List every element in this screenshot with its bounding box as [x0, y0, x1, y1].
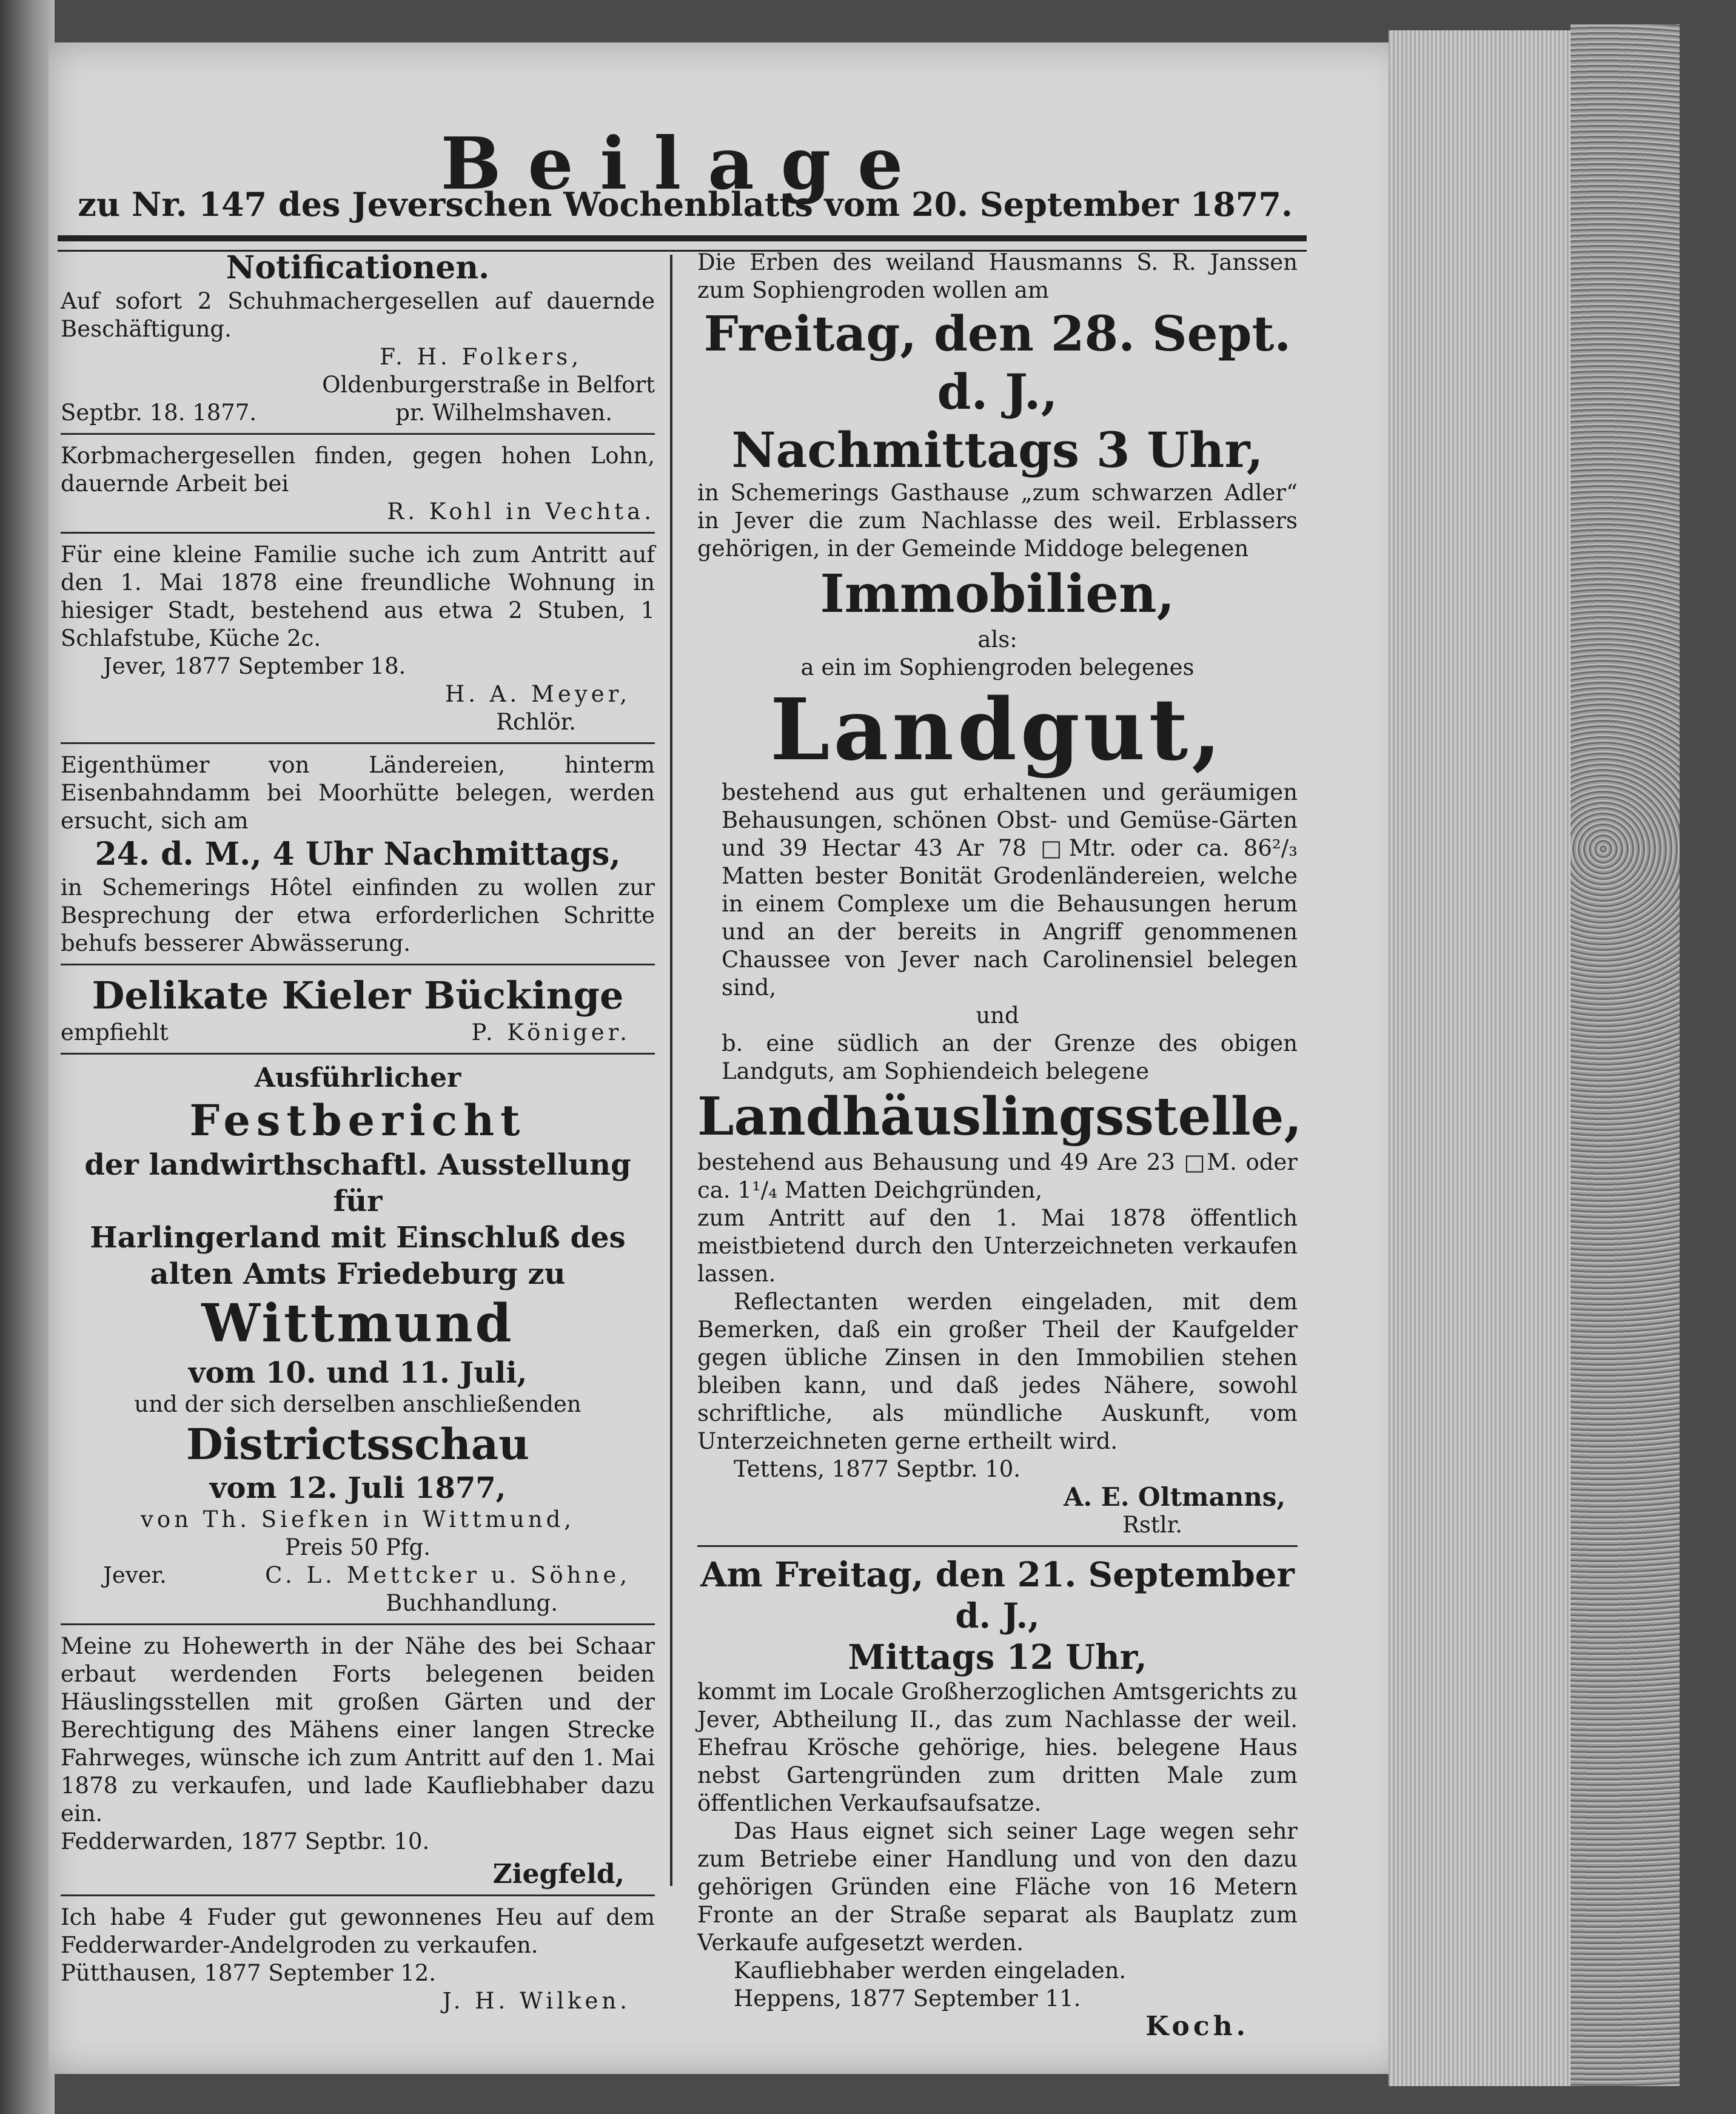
auction-als: als:: [977, 626, 1017, 653]
ad-address: Oldenburgerstraße in Belfort: [322, 372, 655, 398]
ad-hohewerth: [61, 1632, 655, 1888]
ad-signature-title: Buchhandlung.: [386, 1590, 558, 1616]
auction-landh-desc: bestehend aus Behausung und 49 Are 23 □M. oder ca. 1¹/₄ Matten Deichgründen,: [697, 1149, 1298, 1203]
auction-house: [697, 1554, 1298, 2041]
ad-signature: Ziegfeld,: [492, 1859, 625, 1890]
auction-place: in Schemerings Gasthause „zum schwarzen Adler“ in Jever die zum Nachlasse des weil. Erblassers gehörigen, in der Gemeinde Middoge belegenen: [697, 480, 1298, 562]
ad-text: in Schemerings Hôtel einfinden zu wollen zur Besprechung der etwa erforderlichen Schritte behufs besserer Abwässerung.: [61, 874, 655, 956]
ad-line: Ausführlicher: [254, 1062, 461, 1093]
auction-signature: Koch.: [1145, 2011, 1249, 2042]
ad-line: Harlingerland mit Einschluß des: [90, 1221, 626, 1255]
ad-text: Meine zu Hohewerth in der Nähe des bei Schaar erbaut werdenden Forts belegenen beiden Häuslingsstellen mit großen Gärten und der Berechtigung des Mähens einer langen Strecke Fahrweges, wünsche ich zum Antritt auf den 1. Mai 1878 zu verkaufen, und lade Kaufliebhaber dazu ein.: [61, 1633, 655, 1827]
auction-terms: zum Antritt auf den 1. Mai 1878 öffentlich meistbietend durch den Unterzeichneten verkaufen lassen.: [697, 1205, 1298, 1287]
ad-date: Septbr. 18. 1877.: [61, 400, 257, 426]
auction-text: Das Haus eignet sich seiner Lage wegen sehr zum Betriebe einer Handlung und von den dazu gehörigen Gründen eine Fläche von 16 Metern Fronte an der Straße separat als Bauplatz zum Verkaufe aufgesetzt werden.: [697, 1818, 1298, 1956]
ad-line: alten Amts Friedeburg zu: [150, 1257, 566, 1291]
ad-line: vom 12. Juli 1877,: [209, 1471, 506, 1505]
column-divider: [670, 255, 672, 1886]
supplement-subtitle: zu Nr. 147 des Jeverschen Wochenblatts vom 20. September 1877.: [78, 185, 1293, 224]
auction-text: Kaufliebhaber werden eingeladen.: [734, 1958, 1127, 1984]
ad-basketmakers: [61, 442, 655, 526]
ad-text: Ich habe 4 Fuder gut gewonnenes Heu auf dem Fedderwarder-Andelgroden zu verkaufen.: [61, 1904, 655, 1958]
ad-meeting-time: 24. d. M., 4 Uhr Nachmittags,: [95, 836, 621, 873]
ad-line: der landwirthschaftl. Ausstellung für: [84, 1148, 631, 1218]
ad-text: Auf sofort 2 Schuhmachergesellen auf dauernde Beschäftigung.: [61, 288, 655, 342]
auction-item-a: a ein im Sophiengroden belegenes: [800, 654, 1195, 680]
left-column: [61, 249, 655, 2015]
ad-text: Für eine kleine Familie suche ich zum Antritt auf den 1. Mai 1878 eine freundliche Wohnung in hiesiger Stadt, bestehend aus etwa 2 Stuben, 1 Schlafstube, Küche 2c.: [61, 542, 655, 651]
ad-separator: [61, 1894, 655, 1896]
ad-headline: Festbericht: [189, 1095, 526, 1146]
ad-shoemakers: [61, 287, 655, 427]
auction-landgut-title: Landgut,: [770, 680, 1225, 780]
ad-separator: [61, 1053, 655, 1055]
ad-line: vom 10. und 11. Juli,: [188, 1356, 528, 1390]
right-column: [697, 249, 1302, 2042]
auction-landgut-desc: bestehend aus gut erhaltenen und geräumigen Behausungen, schönen Obst- und Gemüse-Gärten und 39 Hectar 43 Ar 78 □Mtr. oder ca. 86²/₃ Matten bester Bonität Grodenländereien, welche in einem Complexe um die Behausungen herum und an der bereits in Angriff genommenen Chaussee von Jever nach Carolinensiel belegen sind,: [722, 779, 1298, 1001]
ad-separator: [61, 742, 655, 744]
ad-signature: H. A. Meyer,: [445, 681, 631, 707]
ad-text: Eigenthümer von Ländereien, hinterm Eisenbahndamm bei Moorhütte belegen, werden ersucht, sich am: [61, 752, 655, 834]
ad-separator: [61, 433, 655, 435]
ad-text: empfiehlt: [61, 1019, 169, 1045]
ad-date: Jever, 1877 September 18.: [103, 653, 406, 679]
ad-separator: [61, 1623, 655, 1625]
auction-und: und: [976, 1002, 1019, 1028]
ad-headline: Delikate Kieler Bückinge: [92, 973, 624, 1018]
ad-headline: Wittmund: [201, 1293, 514, 1354]
auction-signature-title: Rstlr.: [1122, 1512, 1182, 1538]
book-binding: [1570, 24, 1680, 2086]
auction-item-b: b. eine südlich an der Grenze des obigen Landguts, am Sophiendeich belegene: [722, 1030, 1298, 1084]
ad-signature: C. L. Mettcker u. Söhne,: [265, 1562, 631, 1588]
ad-landowners: [61, 751, 655, 958]
ad-festbericht: [61, 1062, 655, 1617]
ad-signature: R. Kohl in Vechta.: [387, 498, 655, 525]
auction-landgut: [697, 249, 1302, 1539]
ad-signature: J. H. Wilken.: [442, 1988, 631, 2014]
ad-line: und der sich derselben anschließenden: [134, 1391, 581, 1417]
auction-reflectants: Reflectanten werden eingeladen, mit dem Bemerken, daß ein großer Theil der Kaufgelder gegen übliche Zinsen in den Immobilien stehen bleiben kann, und daß jedes Nähere, sowohl schriftliche, als mündliche Auskunft, vom Unterzeichneten gerne ertheilt wird.: [697, 1289, 1298, 1454]
auction-date-line: Tettens, 1877 Septbr. 10.: [734, 1456, 1021, 1482]
ad-kippers: [61, 973, 655, 1047]
auction-immobilien: Immobilien,: [820, 563, 1175, 625]
auction-date: Am Freitag, den 21. September d. J.,: [700, 1555, 1295, 1636]
auction-date: Freitag, den 28. Sept. d. J.,: [703, 305, 1292, 420]
ad-apartment: [61, 541, 655, 736]
page-edges: [1389, 30, 1570, 2086]
notifications-heading: Notificationen.: [226, 249, 490, 286]
ad-text: Korbmachergesellen finden, gegen hohen Lohn, dauernde Arbeit bei: [61, 443, 655, 497]
auction-time: Nachmittags 3 Uhr,: [731, 421, 1264, 478]
auction-time: Mittags 12 Uhr,: [848, 1637, 1147, 1677]
ad-hay: [61, 1904, 655, 2015]
ad-separator: [697, 1545, 1298, 1547]
ad-line: von Th. Siefken in Wittmund,: [140, 1506, 575, 1532]
ad-place: pr. Wilhelmshaven.: [395, 400, 612, 426]
auction-intro: Die Erben des weiland Hausmanns S. R. Janssen zum Sophiengroden wollen am: [697, 249, 1298, 303]
auction-landhaeuslingsstelle: Landhäuslingsstelle,: [697, 1086, 1302, 1147]
ad-place: Jever.: [103, 1562, 167, 1588]
ad-price: Preis 50 Pfg.: [285, 1534, 431, 1560]
ad-separator: [61, 964, 655, 965]
ad-signature-title: Rchlör.: [496, 709, 576, 735]
supplement-title: Beilage: [440, 121, 930, 206]
ad-date: Fedderwarden, 1877 Septbr. 10.: [61, 1828, 430, 1854]
ad-signature: F. H. Folkers,: [380, 344, 582, 370]
auction-signature: A. E. Oltmanns,: [1063, 1482, 1285, 1512]
ad-separator: [61, 532, 655, 534]
auction-text: kommt im Locale Großherzoglichen Amtsgerichts zu Jever, Abtheilung II., das zum Nachlasse der weil. Ehefrau Krösche gehörige, hies. belegene Haus nebst Gartengründen zum dritten Male zum öffentlichen Verkaufsaufsatze.: [697, 1679, 1298, 1816]
ad-date: Pütthausen, 1877 September 12.: [61, 1960, 436, 1986]
ad-headline: Districtsschau: [186, 1419, 530, 1469]
ad-signature: P. Königer.: [471, 1019, 631, 1045]
auction-date-line: Heppens, 1877 September 11.: [734, 1985, 1081, 2012]
binding-shadow: [0, 0, 55, 2114]
